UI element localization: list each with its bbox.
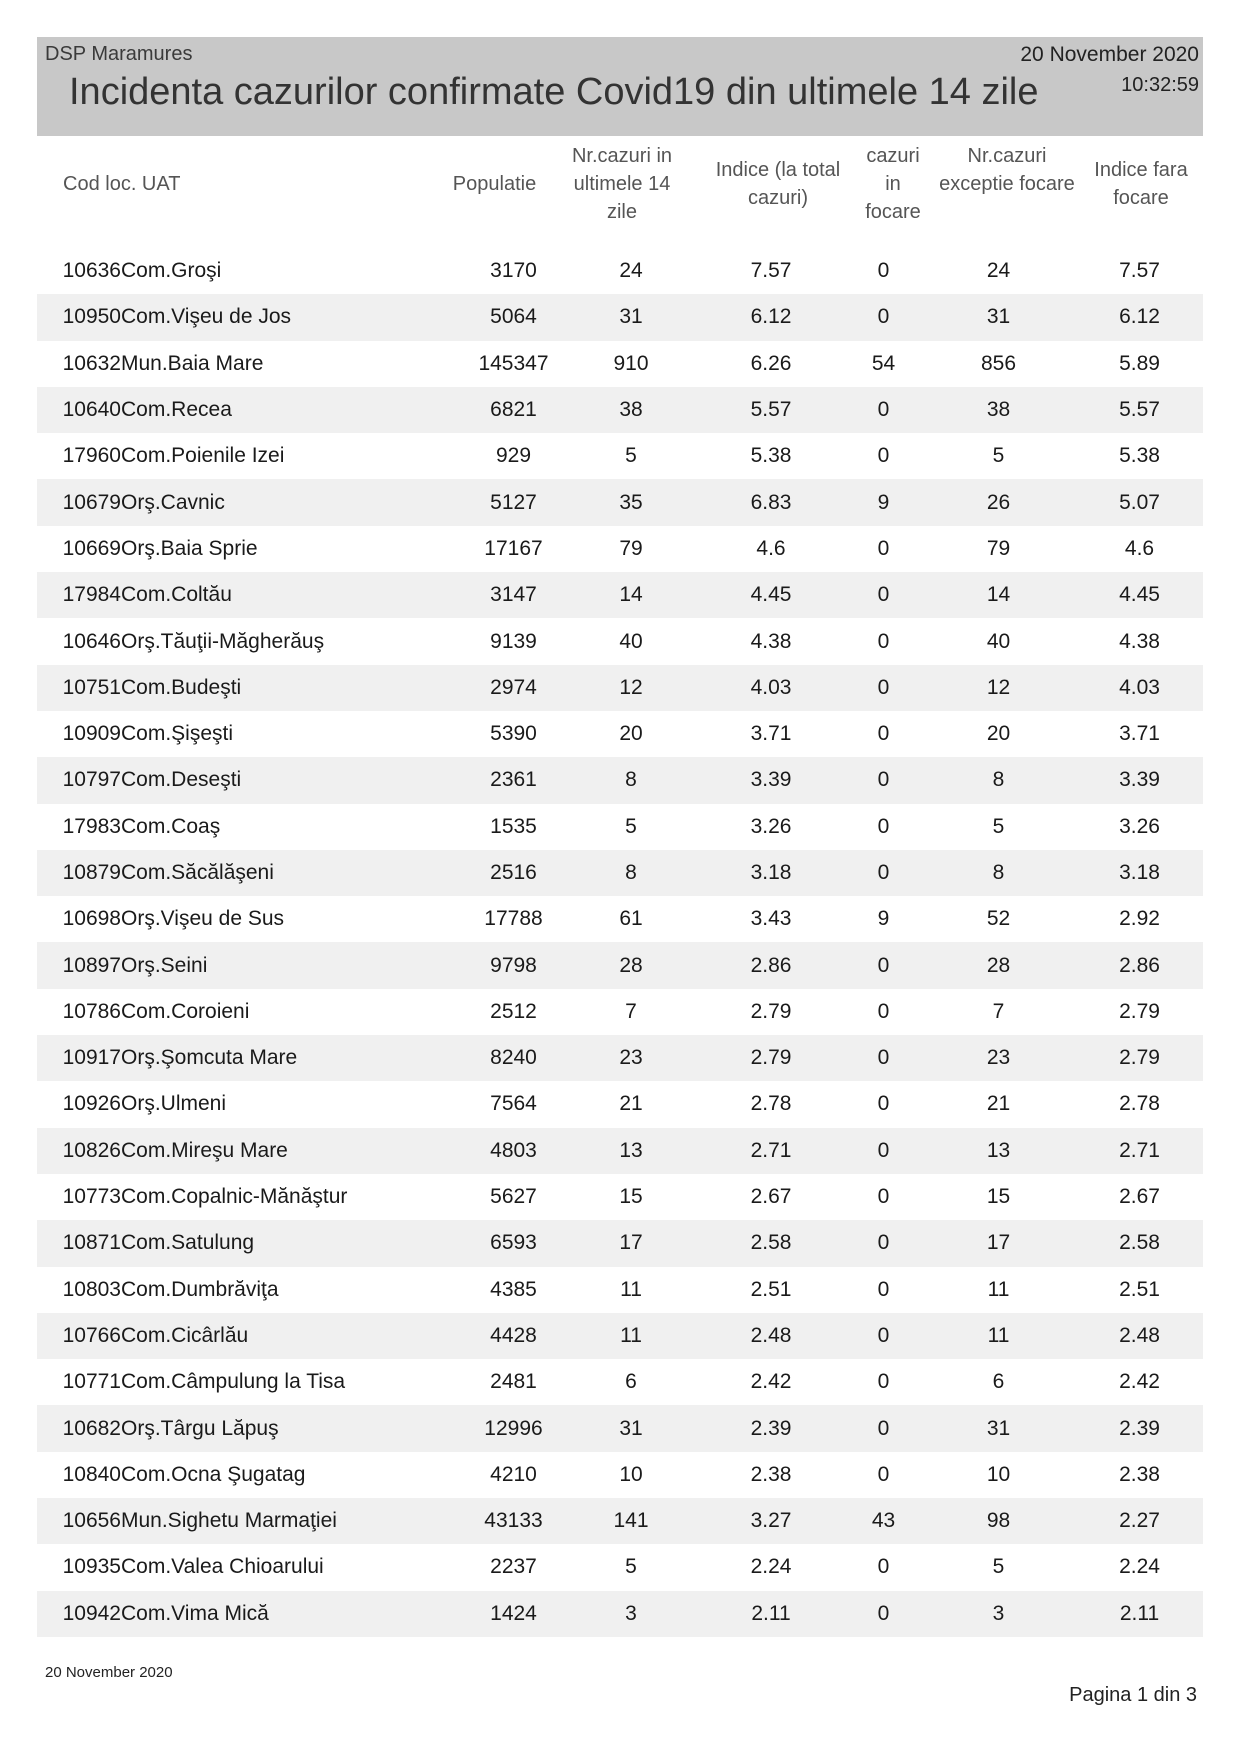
cell-populatie: 5064 bbox=[461, 294, 566, 340]
cell-exceptie-focare: 6 bbox=[992, 1370, 1005, 1394]
cell-indice-fara-focare: 2.48 bbox=[1076, 1313, 1203, 1359]
cell-nr-cazuri: 17 bbox=[566, 1220, 696, 1266]
cell-focare: 0 bbox=[877, 536, 890, 560]
cell-name: Orş.Vişeu de Sus bbox=[121, 907, 285, 931]
cell-populatie: 4803 bbox=[461, 1128, 566, 1174]
cell-nr-cazuri: 31 bbox=[566, 1405, 696, 1451]
cell-focare: 0 bbox=[877, 1370, 890, 1394]
cell-populatie: 5390 bbox=[490, 722, 537, 746]
cell-indice: 2.48 bbox=[696, 1313, 846, 1359]
cell-nr-cazuri: 6 bbox=[625, 1370, 637, 1394]
cell-populatie: 4428 bbox=[461, 1313, 566, 1359]
cell-indice: 3.18 bbox=[696, 850, 846, 896]
cell-name: Orş.Baia Sprie bbox=[121, 536, 258, 560]
cell-populatie: 17788 bbox=[484, 907, 543, 931]
column-header-focare-line2: in bbox=[885, 173, 901, 195]
cell-indice: 6.83 bbox=[696, 479, 846, 525]
cell-focare: 0 bbox=[877, 999, 890, 1023]
table-row bbox=[37, 757, 1203, 803]
cell-name: Com.Poienile Izei bbox=[121, 444, 285, 468]
cell-name: Com.Şişeşti bbox=[121, 722, 234, 746]
cell-exceptie-focare: 38 bbox=[921, 387, 1076, 433]
cell-nr-cazuri: 11 bbox=[566, 1313, 696, 1359]
cell-indice-fara-focare: 4.03 bbox=[1076, 665, 1203, 711]
organization-name: DSP Maramures bbox=[45, 43, 193, 65]
cell-code: 10698 bbox=[62, 907, 121, 931]
cell-indice: 4.38 bbox=[750, 629, 792, 653]
cell-populatie: 5627 bbox=[490, 1185, 537, 1209]
table-row bbox=[37, 1313, 1203, 1359]
cell-indice-fara-focare: 2.78 bbox=[1119, 1092, 1160, 1116]
cell-code: 10632 bbox=[62, 351, 121, 375]
cell-focare: 0 bbox=[846, 665, 921, 711]
column-header-indice-line2: cazuri) bbox=[747, 187, 808, 209]
cell-nr-cazuri: 61 bbox=[619, 907, 643, 931]
cell-populatie: 929 bbox=[495, 444, 532, 468]
cell-focare: 0 bbox=[877, 259, 890, 283]
cell-focare: 0 bbox=[877, 1185, 890, 1209]
table-row bbox=[37, 1405, 1203, 1451]
cell-code: 10840 bbox=[62, 1462, 121, 1486]
cell-exceptie-focare: 11 bbox=[921, 1313, 1076, 1359]
cell-indice: 2.24 bbox=[750, 1555, 792, 1579]
cell-code: 17984 bbox=[37, 572, 121, 618]
cell-code: 10871 bbox=[37, 1220, 121, 1266]
cell-nr-cazuri: 79 bbox=[619, 536, 643, 560]
cell-nr-cazuri: 21 bbox=[619, 1092, 643, 1116]
cell-populatie: 2974 bbox=[461, 665, 566, 711]
cell-exceptie-focare: 15 bbox=[986, 1185, 1011, 1209]
cell-indice: 2.78 bbox=[750, 1092, 792, 1116]
column-header-indice-line1: Indice (la total bbox=[715, 159, 841, 181]
cell-populatie: 43133 bbox=[461, 1498, 566, 1544]
cell-populatie: 9139 bbox=[490, 629, 537, 653]
cell-populatie: 7564 bbox=[490, 1092, 537, 1116]
column-header-focare-line3: focare bbox=[865, 201, 921, 223]
table-row bbox=[37, 1498, 1203, 1544]
cell-name: Com.Vişeu de Jos bbox=[121, 294, 461, 340]
table-row bbox=[37, 433, 1203, 479]
cell-indice-fara-focare: 4.6 bbox=[1124, 536, 1155, 560]
cell-code: 10679 bbox=[37, 479, 121, 525]
cell-indice-fara-focare: 2.58 bbox=[1076, 1220, 1203, 1266]
cell-indice: 3.43 bbox=[750, 907, 792, 931]
cell-focare: 0 bbox=[846, 942, 921, 988]
cell-indice-fara-focare: 3.71 bbox=[1119, 722, 1160, 746]
cell-focare: 54 bbox=[871, 351, 896, 375]
cell-indice: 3.27 bbox=[696, 1498, 846, 1544]
cell-indice-fara-focare: 6.12 bbox=[1076, 294, 1203, 340]
column-header-exceptie-focare bbox=[927, 142, 1087, 198]
cell-exceptie-focare: 5 bbox=[992, 814, 1005, 838]
cell-exceptie-focare: 24 bbox=[986, 259, 1011, 283]
cell-populatie: 145347 bbox=[478, 351, 549, 375]
column-header-fara-line1: Indice fara bbox=[1094, 159, 1188, 181]
cell-populatie: 8240 bbox=[461, 1035, 566, 1081]
report-banner bbox=[37, 37, 1203, 136]
cell-indice-fara-focare: 2.24 bbox=[1119, 1555, 1160, 1579]
table-row bbox=[37, 1452, 1203, 1498]
cell-code: 10926 bbox=[62, 1092, 121, 1116]
cell-nr-cazuri: 5 bbox=[625, 1555, 637, 1579]
cell-code: 10669 bbox=[62, 536, 121, 560]
cell-exceptie-focare: 21 bbox=[986, 1092, 1011, 1116]
cell-code: 10826 bbox=[37, 1128, 121, 1174]
cell-indice-fara-focare: 7.57 bbox=[1119, 259, 1160, 283]
report-title: Incidenta cazurilor confirmate Covid19 din ultimele 14 zile bbox=[69, 71, 1039, 113]
cell-focare: 9 bbox=[877, 907, 890, 931]
cell-exceptie-focare: 5 bbox=[992, 444, 1005, 468]
cell-code: 10797 bbox=[37, 757, 121, 803]
cell-nr-cazuri: 5 bbox=[625, 444, 637, 468]
table-row bbox=[37, 1544, 1203, 1590]
cell-nr-cazuri: 8 bbox=[566, 757, 696, 803]
cell-indice-fara-focare: 2.86 bbox=[1076, 942, 1203, 988]
cell-code: 10771 bbox=[62, 1370, 121, 1394]
table-row bbox=[37, 665, 1203, 711]
cell-indice: 3.39 bbox=[696, 757, 846, 803]
table-row bbox=[37, 942, 1203, 988]
cell-focare: 0 bbox=[877, 1092, 890, 1116]
cell-name: Mun.Sighetu Marmaţiei bbox=[121, 1498, 461, 1544]
cell-exceptie-focare: 8 bbox=[921, 850, 1076, 896]
cell-name: Com.Mireşu Mare bbox=[121, 1128, 461, 1174]
table-row bbox=[37, 572, 1203, 618]
cell-name: Com.Valea Chioarului bbox=[121, 1555, 324, 1579]
cell-populatie: 3170 bbox=[490, 259, 537, 283]
table-row bbox=[37, 1174, 1203, 1220]
cell-name: Orş.Seini bbox=[121, 942, 461, 988]
cell-indice: 2.39 bbox=[696, 1405, 846, 1451]
cell-indice: 3.26 bbox=[750, 814, 792, 838]
cell-name: Orş.Târgu Lăpuş bbox=[121, 1405, 461, 1451]
cell-focare: 0 bbox=[877, 1555, 890, 1579]
cell-code: 10636 bbox=[62, 259, 121, 283]
cell-code: 10917 bbox=[37, 1035, 121, 1081]
cell-name: Orş.Şomcuta Mare bbox=[121, 1035, 461, 1081]
cell-indice-fara-focare: 3.18 bbox=[1076, 850, 1203, 896]
cell-name: Com.Budeşti bbox=[121, 665, 461, 711]
cell-populatie: 3147 bbox=[461, 572, 566, 618]
cell-nr-cazuri: 11 bbox=[620, 1277, 642, 1301]
column-header-exceptie-line1: Nr.cazuri bbox=[967, 145, 1047, 167]
cell-exceptie-focare: 23 bbox=[921, 1035, 1076, 1081]
cell-focare: 43 bbox=[846, 1498, 921, 1544]
column-header-indice-fara-focare bbox=[1085, 156, 1197, 212]
column-header-nr-cazuri bbox=[557, 142, 687, 226]
cell-indice: 4.03 bbox=[696, 665, 846, 711]
cell-nr-cazuri: 7 bbox=[625, 999, 637, 1023]
cell-focare: 0 bbox=[846, 1591, 921, 1637]
cell-nr-cazuri: 12 bbox=[566, 665, 696, 711]
table-row bbox=[37, 1081, 1203, 1127]
cell-exceptie-focare: 98 bbox=[921, 1498, 1076, 1544]
cell-indice: 2.51 bbox=[750, 1277, 792, 1301]
cell-exceptie-focare: 10 bbox=[986, 1462, 1011, 1486]
table-row bbox=[37, 1220, 1203, 1266]
cell-populatie: 5127 bbox=[461, 479, 566, 525]
cell-code: 10942 bbox=[37, 1591, 121, 1637]
table-row bbox=[37, 1591, 1203, 1637]
cell-indice: 5.57 bbox=[696, 387, 846, 433]
table-row bbox=[37, 989, 1203, 1035]
cell-indice: 2.71 bbox=[696, 1128, 846, 1174]
cell-nr-cazuri: 31 bbox=[566, 294, 696, 340]
cell-name: Orş.Cavnic bbox=[121, 479, 461, 525]
cell-indice-fara-focare: 2.39 bbox=[1076, 1405, 1203, 1451]
table-row bbox=[37, 618, 1203, 664]
cell-name: Com.Coroieni bbox=[121, 999, 250, 1023]
cell-focare: 0 bbox=[846, 1128, 921, 1174]
cell-name: Com.Coaş bbox=[121, 814, 221, 838]
column-header-focare-line1: cazuri bbox=[866, 145, 920, 167]
cell-nr-cazuri: 15 bbox=[619, 1185, 643, 1209]
cell-name: Mun.Baia Mare bbox=[121, 351, 264, 375]
cell-indice-fara-focare: 2.38 bbox=[1119, 1462, 1160, 1486]
cell-indice: 6.26 bbox=[750, 351, 792, 375]
cell-nr-cazuri: 14 bbox=[566, 572, 696, 618]
cell-nr-cazuri: 910 bbox=[613, 351, 649, 375]
cell-code: 10646 bbox=[62, 629, 121, 653]
cell-indice: 5.38 bbox=[750, 444, 792, 468]
cell-exceptie-focare: 28 bbox=[921, 942, 1076, 988]
column-header-nr-cazuri-line1: Nr.cazuri in bbox=[571, 145, 673, 167]
cell-code: 10803 bbox=[62, 1277, 121, 1301]
table-row bbox=[37, 1359, 1203, 1405]
cell-name: Orş.Ulmeni bbox=[121, 1092, 227, 1116]
cell-name: Com.Copalnic-Mănăştur bbox=[121, 1185, 348, 1209]
cell-nr-cazuri: 20 bbox=[619, 722, 643, 746]
cell-populatie: 2512 bbox=[490, 999, 537, 1023]
cell-nr-cazuri: 40 bbox=[619, 629, 643, 653]
cell-name: Com.Săcălăşeni bbox=[121, 850, 461, 896]
table-row bbox=[37, 387, 1203, 433]
cell-indice-fara-focare: 2.42 bbox=[1119, 1370, 1160, 1394]
cell-indice: 2.86 bbox=[696, 942, 846, 988]
cell-indice: 2.58 bbox=[696, 1220, 846, 1266]
cell-populatie: 6821 bbox=[461, 387, 566, 433]
cell-focare: 0 bbox=[846, 850, 921, 896]
report-date: 20 November 2020 bbox=[1020, 43, 1199, 66]
cell-code: 10656 bbox=[37, 1498, 121, 1544]
cell-code: 10773 bbox=[62, 1185, 121, 1209]
column-header-exceptie-line2: exceptie focare bbox=[939, 173, 1075, 195]
cell-name: Com.Dumbrăviţa bbox=[121, 1277, 279, 1301]
report-time: 10:32:59 bbox=[1121, 74, 1199, 96]
column-header-populatie: Populatie bbox=[452, 173, 537, 195]
cell-focare: 0 bbox=[877, 444, 890, 468]
cell-focare: 0 bbox=[877, 722, 890, 746]
cell-indice-fara-focare: 2.11 bbox=[1076, 1591, 1203, 1637]
cell-indice: 4.45 bbox=[696, 572, 846, 618]
cell-exceptie-focare: 7 bbox=[992, 999, 1005, 1023]
cell-code: 17983 bbox=[62, 814, 121, 838]
cell-nr-cazuri: 10 bbox=[619, 1462, 643, 1486]
incidence-table bbox=[37, 248, 1203, 1637]
cell-populatie: 2516 bbox=[461, 850, 566, 896]
cell-exceptie-focare: 31 bbox=[921, 1405, 1076, 1451]
cell-indice-fara-focare: 4.38 bbox=[1119, 629, 1160, 653]
cell-focare: 0 bbox=[846, 1035, 921, 1081]
page-number: Pagina 1 din 3 bbox=[1069, 1684, 1197, 1706]
cell-nr-cazuri: 28 bbox=[566, 942, 696, 988]
cell-name: Com.Deseşti bbox=[121, 757, 461, 803]
incidence-table-body bbox=[37, 248, 1203, 1637]
cell-nr-cazuri: 3 bbox=[566, 1591, 696, 1637]
cell-name: Com.Cicârlău bbox=[121, 1313, 461, 1359]
cell-exceptie-focare: 40 bbox=[986, 629, 1011, 653]
cell-indice: 2.79 bbox=[750, 999, 792, 1023]
cell-exceptie-focare: 14 bbox=[921, 572, 1076, 618]
cell-name: Com.Coltău bbox=[121, 572, 461, 618]
cell-exceptie-focare: 13 bbox=[921, 1128, 1076, 1174]
table-row bbox=[37, 1267, 1203, 1313]
cell-indice: 2.67 bbox=[750, 1185, 792, 1209]
column-header-cod: Cod loc. UAT bbox=[63, 173, 181, 195]
cell-indice-fara-focare: 2.51 bbox=[1119, 1277, 1160, 1301]
cell-indice: 2.38 bbox=[750, 1462, 792, 1486]
cell-name: Com.Vima Mică bbox=[121, 1591, 461, 1637]
table-row bbox=[37, 248, 1203, 294]
cell-name: Com.Recea bbox=[121, 387, 461, 433]
cell-exceptie-focare: 12 bbox=[921, 665, 1076, 711]
table-row bbox=[37, 526, 1203, 572]
cell-indice-fara-focare: 2.79 bbox=[1119, 999, 1160, 1023]
column-header-focare bbox=[857, 142, 929, 226]
cell-exceptie-focare: 20 bbox=[986, 722, 1011, 746]
cell-indice-fara-focare: 5.57 bbox=[1076, 387, 1203, 433]
cell-focare: 0 bbox=[846, 1313, 921, 1359]
cell-name: Com.Groşi bbox=[121, 259, 222, 283]
cell-focare: 0 bbox=[846, 1220, 921, 1266]
cell-indice: 4.6 bbox=[756, 536, 786, 560]
cell-exceptie-focare: 26 bbox=[921, 479, 1076, 525]
footer-date: 20 November 2020 bbox=[45, 1664, 173, 1681]
cell-nr-cazuri: 24 bbox=[619, 259, 643, 283]
cell-indice: 2.11 bbox=[696, 1591, 846, 1637]
table-row bbox=[37, 341, 1203, 387]
cell-indice: 2.79 bbox=[696, 1035, 846, 1081]
cell-code: 10935 bbox=[62, 1555, 121, 1579]
cell-code: 10751 bbox=[37, 665, 121, 711]
cell-focare: 0 bbox=[846, 294, 921, 340]
cell-exceptie-focare: 3 bbox=[921, 1591, 1076, 1637]
cell-exceptie-focare: 856 bbox=[980, 351, 1017, 375]
cell-indice: 6.12 bbox=[696, 294, 846, 340]
cell-indice-fara-focare: 2.79 bbox=[1076, 1035, 1203, 1081]
cell-code: 10879 bbox=[37, 850, 121, 896]
cell-populatie: 4385 bbox=[490, 1277, 537, 1301]
cell-populatie: 4210 bbox=[490, 1462, 537, 1486]
cell-exceptie-focare: 8 bbox=[921, 757, 1076, 803]
cell-populatie: 17167 bbox=[484, 536, 543, 560]
column-header-nr-cazuri-line3: zile bbox=[606, 201, 637, 223]
cell-indice-fara-focare: 4.45 bbox=[1076, 572, 1203, 618]
column-header-fara-line2: focare bbox=[1113, 187, 1169, 209]
table-row bbox=[37, 294, 1203, 340]
cell-exceptie-focare: 17 bbox=[921, 1220, 1076, 1266]
cell-name: Com.Satulung bbox=[121, 1220, 461, 1266]
table-row bbox=[37, 479, 1203, 525]
cell-exceptie-focare: 11 bbox=[987, 1277, 1010, 1301]
cell-indice-fara-focare: 3.26 bbox=[1119, 814, 1160, 838]
table-row bbox=[37, 1128, 1203, 1174]
cell-code: 10950 bbox=[37, 294, 121, 340]
cell-indice-fara-focare: 5.89 bbox=[1119, 351, 1160, 375]
cell-focare: 0 bbox=[877, 1462, 890, 1486]
cell-focare: 0 bbox=[846, 1405, 921, 1451]
cell-populatie: 1424 bbox=[461, 1591, 566, 1637]
cell-populatie: 2237 bbox=[490, 1555, 537, 1579]
column-header-indice bbox=[703, 156, 853, 212]
cell-focare: 0 bbox=[877, 1277, 890, 1301]
cell-focare: 0 bbox=[877, 629, 890, 653]
cell-nr-cazuri: 23 bbox=[566, 1035, 696, 1081]
cell-nr-cazuri: 13 bbox=[566, 1128, 696, 1174]
cell-code: 10786 bbox=[62, 999, 121, 1023]
cell-indice: 2.42 bbox=[750, 1370, 792, 1394]
cell-indice-fara-focare: 2.71 bbox=[1076, 1128, 1203, 1174]
cell-indice-fara-focare: 2.92 bbox=[1119, 907, 1160, 931]
cell-exceptie-focare: 79 bbox=[986, 536, 1011, 560]
cell-nr-cazuri: 5 bbox=[625, 814, 637, 838]
cell-focare: 0 bbox=[846, 757, 921, 803]
cell-populatie: 2481 bbox=[490, 1370, 537, 1394]
cell-indice-fara-focare: 3.39 bbox=[1076, 757, 1203, 803]
table-row bbox=[37, 1035, 1203, 1081]
cell-indice: 7.57 bbox=[750, 259, 792, 283]
cell-nr-cazuri: 35 bbox=[566, 479, 696, 525]
cell-indice-fara-focare: 5.07 bbox=[1076, 479, 1203, 525]
cell-focare: 0 bbox=[846, 572, 921, 618]
cell-name: Com.Câmpulung la Tisa bbox=[121, 1370, 346, 1394]
cell-focare: 9 bbox=[846, 479, 921, 525]
cell-code: 10897 bbox=[37, 942, 121, 988]
cell-code: 10682 bbox=[37, 1405, 121, 1451]
table-row bbox=[37, 804, 1203, 850]
cell-focare: 0 bbox=[846, 387, 921, 433]
cell-populatie: 6593 bbox=[461, 1220, 566, 1266]
cell-nr-cazuri: 38 bbox=[566, 387, 696, 433]
cell-populatie: 12996 bbox=[461, 1405, 566, 1451]
cell-code: 10640 bbox=[37, 387, 121, 433]
column-header-nr-cazuri-line2: ultimele 14 bbox=[573, 173, 671, 195]
cell-populatie: 2361 bbox=[461, 757, 566, 803]
table-row bbox=[37, 850, 1203, 896]
cell-code: 17960 bbox=[62, 444, 121, 468]
cell-exceptie-focare: 5 bbox=[992, 1555, 1005, 1579]
cell-nr-cazuri: 141 bbox=[566, 1498, 696, 1544]
cell-exceptie-focare: 31 bbox=[921, 294, 1076, 340]
cell-populatie: 9798 bbox=[461, 942, 566, 988]
table-header bbox=[37, 140, 1203, 240]
cell-name: Orş.Tăuţii-Măgherăuş bbox=[121, 629, 325, 653]
cell-name: Com.Ocna Şugatag bbox=[121, 1462, 306, 1486]
cell-focare: 0 bbox=[877, 814, 890, 838]
cell-populatie: 1535 bbox=[490, 814, 537, 838]
cell-indice-fara-focare: 2.67 bbox=[1119, 1185, 1160, 1209]
cell-code: 10766 bbox=[37, 1313, 121, 1359]
cell-indice-fara-focare: 5.38 bbox=[1119, 444, 1160, 468]
table-row bbox=[37, 711, 1203, 757]
table-row bbox=[37, 896, 1203, 942]
cell-nr-cazuri: 8 bbox=[566, 850, 696, 896]
cell-indice: 3.71 bbox=[750, 722, 792, 746]
cell-indice-fara-focare: 2.27 bbox=[1076, 1498, 1203, 1544]
cell-exceptie-focare: 52 bbox=[986, 907, 1011, 931]
cell-code: 10909 bbox=[62, 722, 121, 746]
